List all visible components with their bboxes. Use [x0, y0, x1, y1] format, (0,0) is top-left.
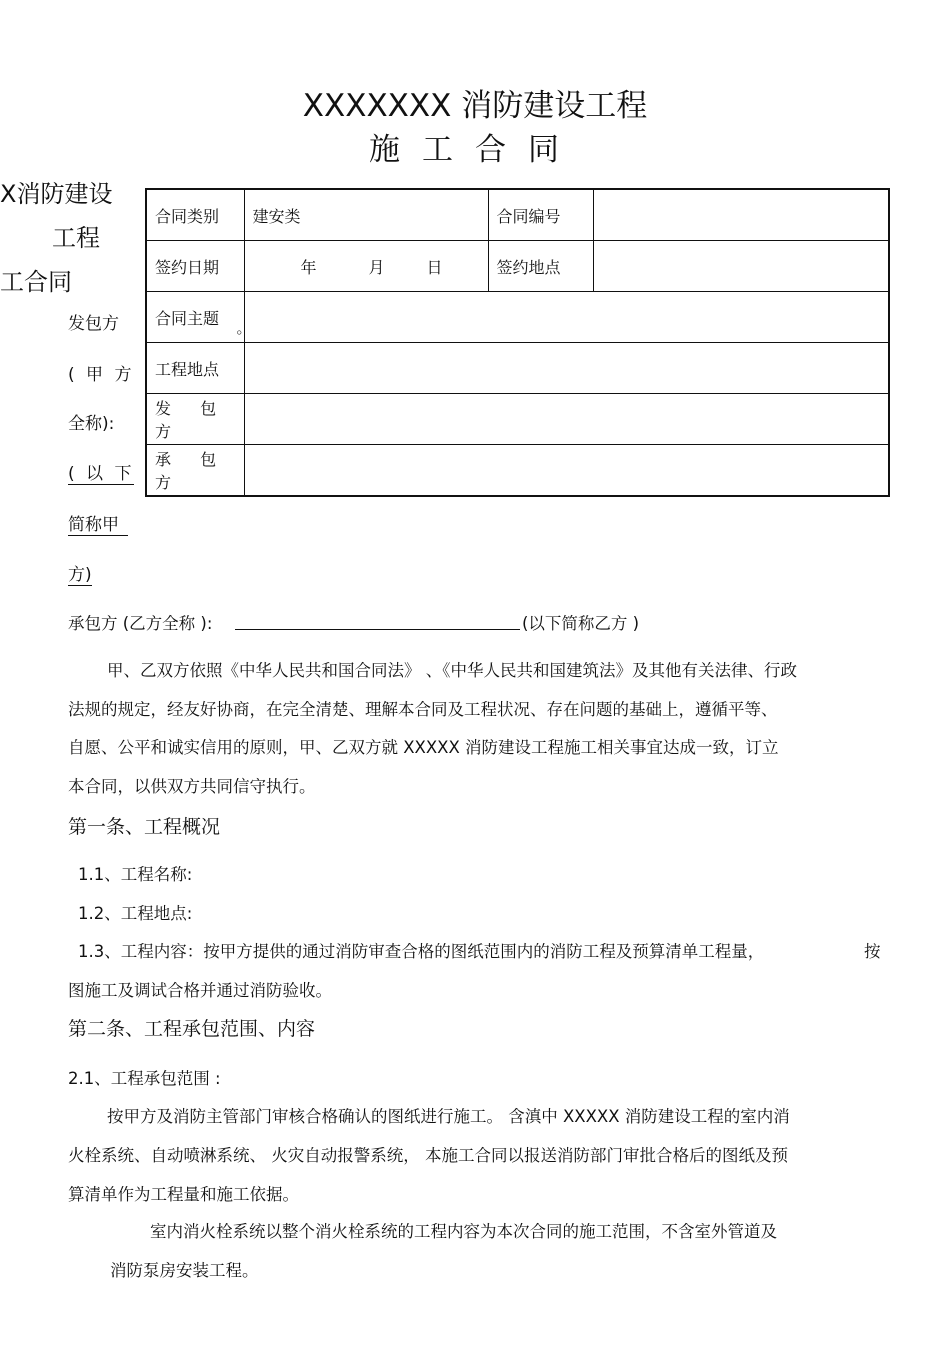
table-row: [146, 394, 889, 445]
contract-no-field[interactable]: [593, 189, 889, 241]
date-day: 日: [426, 257, 443, 277]
article-2-heading: 第二条、工程承包范围、内容: [68, 1018, 316, 1040]
subject-field[interactable]: [236, 292, 889, 343]
article-1-heading: 第一条、工程概况: [68, 816, 221, 838]
table-row: [146, 292, 889, 343]
document-subtitle: 施工合同: [369, 132, 581, 168]
party-b-name-field[interactable]: [235, 629, 520, 630]
contract-type-value[interactable]: 建安类: [244, 189, 488, 241]
article-1-item-3-end: 按: [864, 942, 881, 961]
article-1-item-1: 1.1、工程名称:: [78, 865, 193, 884]
table-row: [146, 445, 889, 497]
party-b-label: 承包方 (乙方全称 ):: [68, 614, 213, 633]
date-month: 月: [368, 257, 385, 277]
party-b-suffix: (以下简称乙方 ): [522, 614, 640, 633]
preamble-line: 法规的规定，经友好协商，在完全清楚、理解本合同及工程状况、存在问题的基础上，遵循平等、: [68, 700, 778, 719]
site-label: 工程地点: [146, 343, 244, 394]
table-row: [146, 241, 889, 292]
contractor-label: 承 包 方: [146, 445, 244, 497]
side-abbrev: 简称甲: [68, 510, 128, 536]
article-1-item-2: 1.2、工程地点:: [78, 904, 193, 923]
side-text-line-3: 工合同: [0, 268, 72, 296]
preamble-line: 自愿、公平和诚实信用的原则，甲、乙双方就 XXXXX 消防建设工程施工相关事宜达成一致，订立: [68, 738, 779, 757]
sign-place-field[interactable]: [593, 241, 889, 292]
side-party-a-open: ( 甲 方: [68, 365, 135, 385]
side-party-a-close: 方): [68, 560, 92, 586]
document-title: XXXXXXX 消防建设工程: [302, 88, 648, 124]
article-2-item-1: 2.1、工程承包范围 :: [68, 1069, 221, 1088]
preamble-line: 甲、乙双方依照《中华人民共和国合同法》 、《中华人民共和国建筑法》及其他有关法律、行政: [107, 661, 797, 680]
sign-date-label: 签约日期: [146, 241, 244, 292]
side-full-name: 全称):: [68, 414, 115, 434]
contract-no-label: 合同编号: [488, 189, 593, 241]
contract-info-table: [145, 188, 890, 497]
date-year: 年: [300, 257, 317, 277]
article-2-para-line: 按甲方及消防主管部门审核合格确认的图纸进行施工。 含滇中 XXXXX 消防建设工程的室内消: [107, 1107, 790, 1126]
article-1-item-3-cont: 图施工及调试合格并通过消防验收。: [68, 981, 332, 1000]
employer-field[interactable]: [244, 394, 889, 445]
contractor-field[interactable]: [244, 445, 889, 497]
site-field[interactable]: [244, 343, 889, 394]
table-row: [146, 343, 889, 394]
article-2-para-line: 室内消火栓系统以整个消火栓系统的工程内容为本次合同的施工范围，不含室外管道及: [150, 1222, 777, 1241]
contract-type-label: 合同类别: [146, 189, 244, 241]
side-employer-label: 发包方: [68, 314, 119, 334]
side-text-line-1: X消防建设: [0, 180, 113, 208]
side-hereinafter: ( 以 下: [68, 459, 134, 485]
sign-place-label: 签约地点: [488, 241, 593, 292]
side-text-line-2: 工程: [52, 224, 100, 252]
preamble-line: 本合同，以供双方共同信守执行。: [68, 777, 316, 796]
sign-date-field[interactable]: [244, 241, 488, 292]
article-2-para-line: 算清单作为工程量和施工依据。: [68, 1185, 299, 1204]
article-2-para-line: 消防泵房安装工程。: [110, 1261, 259, 1280]
subject-mark: 。: [236, 319, 252, 337]
table-row: [146, 189, 889, 241]
subject-label: 合同主题: [146, 292, 244, 343]
employer-label: 发 包 方: [146, 394, 244, 445]
article-2-para-line: 火栓系统、自动喷淋系统、 火灾自动报警系统， 本施工合同以报送消防部门审批合格后的图纸及预: [68, 1146, 788, 1165]
article-1-item-3: 1.3、工程内容：按甲方提供的通过消防审查合格的图纸范围内的消防工程及预算清单工程量，: [78, 942, 765, 961]
